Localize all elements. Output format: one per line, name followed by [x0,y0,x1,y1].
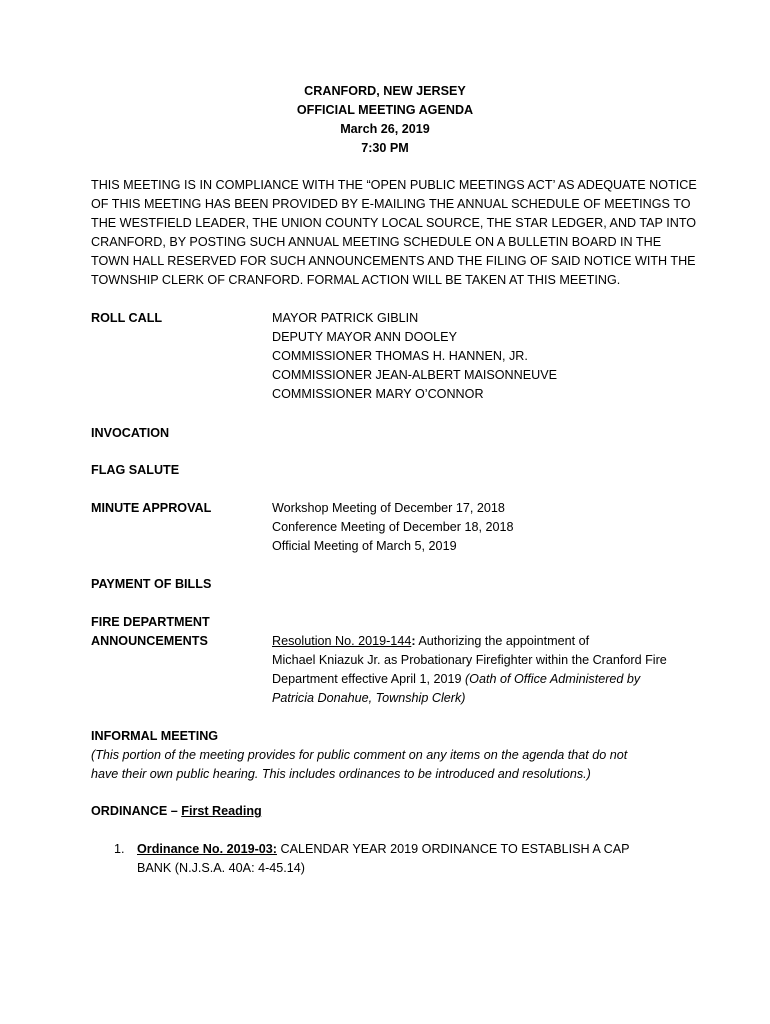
resolution-number: Resolution No. 2019-144 [272,634,412,648]
ordinance-text: CALENDAR YEAR 2019 ORDINANCE TO ESTABLISH A CAP [276,842,630,856]
roll-call-member: DEPUTY MAYOR ANN DOOLEY [272,330,457,344]
ordinance-line [137,840,630,859]
fire-resolution-line [272,632,667,651]
payment-of-bills-label: PAYMENT OF BILLS [91,577,212,591]
ordinance-title: ORDINANCE – [91,804,182,818]
roll-call-members [272,309,557,404]
invocation-label: INVOCATION [91,426,170,440]
notice-line: THIS MEETING IS IN COMPLIANCE WITH THE “OPEN PUBLIC MEETINGS ACT’ AS ADEQUATE NOTICE [91,178,697,192]
meeting-date: March 26, 2019 [340,122,430,136]
first-reading-heading: First Reading [181,804,262,818]
roll-call-member: COMMISSIONER JEAN-ALBERT MAISONNEUVE [272,368,558,382]
minutes-item: Conference Meeting of December 18, 2018 [272,520,514,534]
resolution-text: Authorizing the appointment of [415,634,590,648]
resolution-colon: : [411,634,416,648]
minutes-item: Workshop Meeting of December 17, 2018 [272,501,505,515]
resolution-text: Department effective April 1, 2019 [272,672,465,686]
roll-call-member: COMMISSIONER THOMAS H. HANNEN, JR. [272,349,528,363]
informal-note-line: (This portion of the meeting provides for public comment on any items on the agenda that do not [91,748,628,762]
oath-note: (Oath of Office Administered by [464,672,641,686]
notice-line: CRANFORD, BY POSTING SUCH ANNUAL MEETING SCHEDULE ON A BULLETIN BOARD IN THE [91,235,662,249]
compliance-notice [91,176,711,290]
ordinance-line: BANK (N.J.S.A. 40A: 4-45.14) [137,861,305,875]
fire-department-label-line: ANNOUNCEMENTS [91,634,208,648]
fire-resolution [272,632,667,708]
informal-note-line: have their own public hearing. This includes ordinances to be introduced and resolutions.) [91,767,591,781]
minute-approval-label: MINUTE APPROVAL [91,501,212,515]
minutes-item: Official Meeting of March 5, 2019 [272,539,457,553]
ordinance-item-number: 1. [114,842,125,856]
ordinance-item [137,840,630,878]
notice-line: TOWN HALL RESERVED FOR SUCH ANNOUNCEMENTS AND THE FILING OF SAID NOTICE WITH THE [91,254,696,268]
oath-note: Patricia Donahue, Township Clerk) [272,691,466,705]
notice-line: THE WESTFIELD LEADER, THE UNION COUNTY LOCAL SOURCE, THE STAR LEDGER, AND TAP INTO [91,216,697,230]
fire-resolution-line [272,670,667,689]
ordinance-number: Ordinance No. 2019-03: [137,842,277,856]
roll-call-label: ROLL CALL [91,311,163,325]
notice-line: OF THIS MEETING HAS BEEN PROVIDED BY E-MAILING THE ANNUAL SCHEDULE OF MEETINGS TO [91,197,691,211]
town-heading: CRANFORD, NEW JERSEY [304,84,466,98]
document-title: OFFICIAL MEETING AGENDA [296,103,474,117]
meeting-time: 7:30 PM [361,141,409,155]
fire-department-label-line: FIRE DEPARTMENT [91,615,210,629]
notice-line: TOWNSHIP CLERK OF CRANFORD. FORMAL ACTION WILL BE TAKEN AT THIS MEETING. [91,273,621,287]
informal-meeting-note [91,746,627,784]
fire-resolution-line: Michael Kniazuk Jr. as Probationary Firefighter within the Cranford Fire [272,653,667,667]
ordinance-section-title [91,802,262,821]
minute-approval-items [272,499,514,556]
roll-call-member: MAYOR PATRICK GIBLIN [272,311,419,325]
fire-department-label [91,613,210,651]
flag-salute-label: FLAG SALUTE [91,463,180,477]
informal-meeting-title: INFORMAL MEETING [91,729,219,743]
roll-call-member: COMMISSIONER MARY O’CONNOR [272,387,484,401]
